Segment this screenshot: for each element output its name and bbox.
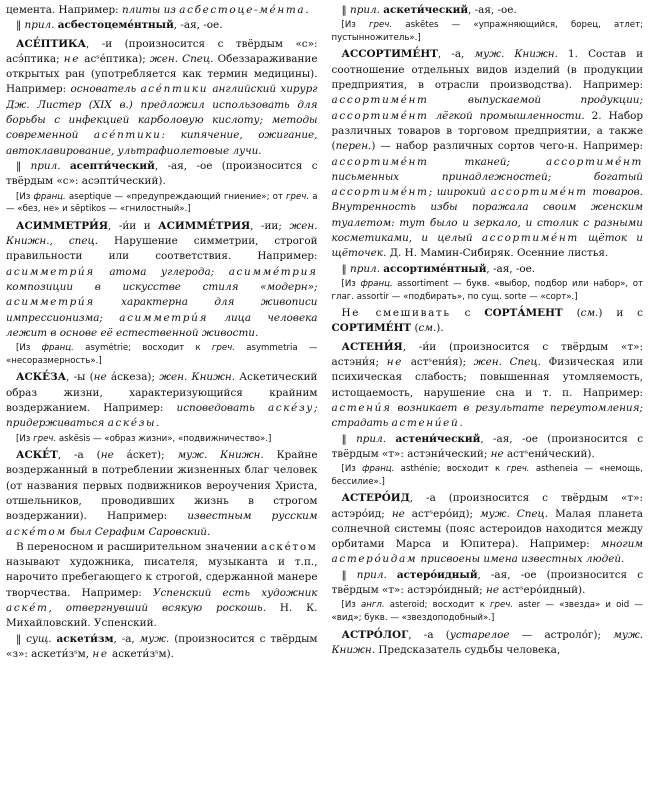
headword: АСИММЕ́ТРИЯ: [158, 219, 251, 232]
text-run: Нарушение симметрии, строгой правильности или соответствия. Например:: [6, 235, 318, 263]
text-run: аскети́зˢм).: [108, 647, 174, 660]
text-run: франц.: [362, 464, 395, 475]
text-run: (произносится с твёрдым «з»: аскети́зˢм,: [6, 632, 318, 660]
text-run: : кипячение, ожигание, автоклавирование, ультрафиолетовые лучи.: [6, 129, 318, 157]
text-run: выпускаемой продукции;: [428, 94, 643, 107]
entry-paragraph: [6, 540, 318, 632]
text-run: , отвергнувший всякую роскошь.: [48, 602, 266, 615]
entry-paragraph: [332, 306, 644, 337]
text-run: 2. Набор различных товаров в торговом предприятии, а также (: [331, 109, 643, 153]
text-run: греч.: [490, 600, 514, 611]
text-run: греч.: [506, 464, 530, 475]
text-run: письменных принадлежностей; богатый: [331, 170, 643, 183]
entry-paragraph: [6, 3, 318, 18]
text-run: ассортиме́нт: [490, 186, 588, 199]
text-run: греч.: [369, 20, 393, 31]
text-run: возникает в результате переутомления; страдать: [331, 401, 643, 430]
etymology-note: [332, 278, 644, 303]
text-run: ; широкий: [428, 186, 491, 199]
text-run: известным русским: [187, 510, 318, 523]
text-run: жен. Книжн., спец.: [6, 219, 318, 248]
text-run: , -а,: [437, 48, 475, 61]
text-run: ассортиме́нт: [331, 94, 429, 107]
entry-paragraph: [332, 262, 644, 277]
text-run: сущ.: [26, 632, 52, 645]
text-run: ) и с: [598, 307, 643, 320]
text-run: Успенский есть художник: [152, 586, 318, 599]
text-run: , -ая, -ое.: [173, 19, 223, 32]
text-run: греч.: [286, 191, 310, 202]
text-run: прил.: [350, 4, 380, 16]
text-run: asthénie; восходит к: [394, 464, 507, 475]
headword: АСЕ́ПТИКА: [16, 37, 86, 50]
text-run: ).: [436, 322, 444, 335]
entry-paragraph: [6, 159, 318, 190]
text-run: В переносном и расширительном значении: [16, 540, 262, 553]
text-run: асимме́трия: [228, 265, 318, 278]
headword: АСКЕ́ЗА: [16, 371, 67, 384]
text-run: аске́том: [261, 540, 318, 553]
text-run: астˢеро́идный).: [498, 584, 586, 597]
text-run: муж. Книжн.: [177, 449, 264, 462]
text-run: ассортиме́нтный: [383, 262, 487, 275]
text-run: [Из: [16, 343, 42, 354]
text-run: , -ии;: [250, 219, 290, 232]
text-run: ассортиме́нт: [331, 186, 429, 199]
text-run: муж. Книжн.: [474, 48, 558, 61]
entry-paragraph: [6, 632, 318, 663]
text-run: СОРТИМЕ́НТ: [331, 322, 412, 335]
text-run: , -ая, -ое.: [486, 262, 536, 275]
text-run: ‖: [341, 262, 350, 275]
text-run: ‖: [16, 19, 25, 32]
headword: АСИММЕТРИ́Я: [16, 219, 108, 232]
text-run: assortiment — букв. «выбор, подбор или набор», от глаг. assortir — «подбирать», по сущ. sorte — «сорт».]: [331, 278, 643, 302]
text-run: , -и́и (произносится с твёрдым «т»: астэни́я;: [331, 340, 643, 369]
text-run: не: [386, 356, 404, 369]
text-run: цемента. Например:: [6, 4, 122, 16]
etymology-note: [332, 599, 644, 624]
text-run: не: [92, 647, 109, 660]
text-run: астеро́идам: [331, 553, 418, 566]
text-run: прил.: [30, 159, 61, 172]
text-run: исповедовать: [176, 401, 268, 414]
text-run: askēsis — «образ жизни», «подвижничество».]: [56, 433, 272, 444]
text-run: [Из: [341, 600, 361, 611]
text-run: Обеззараживание открытых ран (употребляется как термин медицины). Например:: [6, 52, 318, 96]
text-run: [Из: [16, 433, 34, 444]
text-run: ассортиме́нт: [545, 155, 643, 168]
text-run: ; придерживаться: [6, 401, 318, 430]
dictionary-entry: [6, 370, 318, 431]
text-run: основатель: [70, 83, 141, 96]
text-run: муж. Книжн.: [331, 628, 643, 656]
text-run: .: [459, 417, 463, 430]
text-run: ) — набор различных сортов чего-н. Например:: [371, 140, 643, 153]
text-run: муж. Спец.: [480, 507, 549, 520]
text-run: жен. Книжн.: [159, 371, 236, 384]
text-run: плиты из: [121, 4, 180, 16]
text-run: не: [391, 507, 405, 520]
text-run: a — «без, не» и sēptikos — «гнилостный».]: [6, 191, 318, 215]
text-run: ассортиме́нт: [481, 232, 579, 245]
text-run: лёгкой промышленности.: [428, 109, 585, 122]
text-run: присвоены имена известных людей.: [417, 553, 625, 566]
text-run: , -а (: [408, 628, 450, 641]
etymology-note: [6, 433, 318, 446]
text-run: ‖: [16, 632, 27, 645]
text-run: Н. К. Михайловский. Успенский.: [6, 602, 318, 630]
text-run: aster — «звезда» и oid — «вид»; букв. — «звездоподобный».]: [331, 600, 643, 623]
entry-paragraph: [332, 432, 644, 463]
text-run: (: [562, 307, 581, 320]
text-run: жен. Спец.: [473, 356, 541, 369]
text-run: не: [100, 449, 114, 462]
text-run: Малая планета солнечной системы (пояс астероидов находится между орбитами Марса и Юпитера). Например:: [331, 507, 643, 551]
text-run: [61, 160, 70, 172]
text-run: жен. Спец.: [149, 52, 214, 65]
text-run: , -и́и и: [108, 219, 159, 232]
text-run: aseptique — «предупреждающий гниение»; от: [65, 191, 287, 202]
text-run: не: [93, 371, 107, 384]
dictionary-entry: [332, 628, 644, 659]
text-run: асимметри́я: [119, 311, 209, 324]
text-run: [Из: [341, 20, 370, 31]
text-run: Физическая или психическая слабость; повышенная утомляемость, истощаемость, нарушение сна и т. п. Например:: [331, 356, 643, 399]
text-run: с: [450, 307, 485, 320]
text-run: [Из: [341, 464, 363, 475]
dictionary-entry: [332, 340, 644, 432]
text-run: муж.: [139, 632, 170, 645]
text-run: СОРТА́МЕНТ: [484, 307, 563, 320]
text-run: франц.: [360, 278, 393, 289]
text-run: прил.: [356, 568, 387, 581]
text-run: , -ая, -ое (произносится с твёрдым «т»: астэро́идный;: [331, 568, 643, 597]
text-run: астˢени́ческий).: [503, 447, 595, 460]
text-run: многим: [600, 538, 643, 551]
text-run: тканей;: [428, 155, 546, 168]
headword: АСТЕНИ́Я: [341, 340, 403, 353]
text-run: характерна для живописи импрессионизма;: [6, 296, 318, 324]
text-run: асбестоцемéнтный: [57, 19, 174, 32]
text-run: , -ая, -ое.: [468, 4, 517, 16]
text-run: 1. Состав и соотношение отдельных видов изделий (в продукции предприятия, в отрасли производства). Например:: [331, 48, 643, 92]
text-run: Предсказатель судьбы человека,: [375, 643, 561, 656]
text-run: .: [305, 4, 309, 16]
text-run: — астроло́г);: [509, 628, 614, 641]
text-run: франц.: [41, 343, 74, 354]
text-run: Не смешивать: [341, 307, 451, 320]
text-run: , -ы (: [66, 371, 94, 384]
text-run: прил.: [356, 432, 387, 445]
text-run: лица человека лежит в основе её естественной живости.: [6, 311, 318, 339]
dictionary-entry: [6, 219, 318, 341]
text-run: асепти́ческий: [69, 159, 155, 172]
text-run: , -ая, -ое (произносится с твёрдым «т»: астэни́ческий;: [331, 432, 643, 460]
headword: АСТЕРО́ИД: [341, 492, 410, 505]
text-run: не: [485, 584, 499, 597]
text-run: ‖: [341, 568, 357, 581]
text-run: аскети́зм: [56, 632, 114, 645]
headword: АСТРО́ЛОГ: [341, 628, 409, 641]
entry-paragraph: [332, 3, 644, 18]
text-run: астени́я: [331, 401, 392, 414]
text-run: ‖: [341, 432, 357, 445]
text-run: атома углерода;: [94, 265, 229, 278]
text-run: [387, 569, 397, 581]
text-run: композиции в искусстве стиля «модерн»;: [6, 280, 318, 293]
text-run: аске́зу: [267, 401, 314, 414]
etymology-note: [332, 19, 644, 44]
text-run: английский хирург Дж. Листер (XIX в.) предложил использовать для борьбы с инфекцией карболовую кислоту; методы современной: [6, 83, 318, 142]
text-run: askētes — «упражняющийся, борец, атлет; пустынножитель».]: [331, 20, 643, 43]
text-run: а́скеза);: [106, 371, 160, 384]
text-run: греч.: [33, 433, 57, 444]
text-run: астени́ческий: [395, 432, 481, 445]
text-run: , -а (: [57, 449, 101, 462]
headword: АСКЕ́Т: [16, 449, 58, 462]
text-run: мéнта: [259, 4, 306, 16]
text-run: asymétrie; восходит к: [73, 343, 212, 354]
text-run: не: [490, 447, 504, 460]
dictionary-entry: [332, 47, 644, 261]
text-run: называют художника, писателя, музыканта и т.п., нарочито пребегающего к строгой, сдержанной манере творчества. Например:: [6, 556, 318, 599]
text-run: был Серафим Саровский.: [66, 525, 211, 538]
text-run: .: [156, 417, 160, 430]
text-run: не: [63, 52, 81, 65]
text-run: астˢени́я);: [403, 356, 474, 369]
text-run: франц.: [33, 191, 66, 202]
text-run: ассортиме́нт: [331, 109, 429, 122]
text-run: асе́птики: [140, 83, 209, 96]
text-run: астˢеро́ид);: [404, 507, 480, 520]
text-run: щёток и щёточек.: [331, 232, 643, 260]
text-run: греч.: [211, 343, 235, 354]
text-run: асе́птики: [93, 129, 162, 142]
right-column: [332, 3, 644, 800]
text-run: , -а,: [113, 632, 140, 645]
text-run: Аскетический образ жизни, характеризующийся крайним воздержанием. Например:: [6, 371, 318, 414]
text-run: прил.: [350, 262, 380, 275]
text-run: аске́том: [6, 525, 67, 538]
text-run: асимметри́я: [6, 265, 95, 278]
dictionary-entry: [6, 448, 318, 540]
text-run: товаров. Внутренность избы поражала своим женским туалетом: тут было и зеркало, и столик с разными косметиками, и целый: [331, 186, 643, 245]
text-run: [Из: [16, 191, 34, 202]
left-column: [6, 3, 318, 800]
text-run: см.: [580, 307, 599, 320]
headword: АССОРТИМЕ́НТ: [341, 48, 438, 61]
entry-paragraph: [6, 18, 318, 33]
text-run: ‖: [341, 4, 350, 16]
text-run: , -ая, -ое (произносится с твёрдым «с»: асэпти́ческий).: [6, 159, 318, 188]
text-run: Д. Н. Мамин-Сибиряк. Осенние листья.: [386, 247, 609, 260]
text-run: asymmetria — «несоразмерность».]: [6, 343, 318, 366]
dictionary-entry: [332, 491, 644, 567]
text-run: ‖: [16, 159, 31, 172]
text-run: , -а (произносится с твёрдым «т»: астэро́ид;: [331, 492, 643, 520]
text-run: asteroid; восходит к: [384, 600, 491, 611]
text-run: аскети́ческий: [383, 4, 469, 16]
text-run: ассортиме́нт: [331, 155, 429, 168]
etymology-note: [6, 191, 318, 216]
text-run: см.: [418, 322, 437, 335]
text-run: а́скет);: [113, 449, 178, 462]
text-run: асимметри́я: [6, 296, 95, 309]
dictionary-entry: [6, 37, 318, 159]
text-run: астени́ей: [391, 417, 460, 430]
text-run: , -и (произносится с твёрдым «с»: асэ́птика;: [6, 37, 318, 65]
text-run: astheneia — «немощь, бессилие».]: [331, 464, 643, 487]
etymology-note: [332, 463, 644, 488]
text-run: асбестоце-: [179, 4, 260, 16]
text-run: устарелое: [449, 628, 510, 641]
text-run: англ.: [361, 600, 385, 611]
text-run: аске́зы: [107, 417, 157, 430]
text-run: астеро́идный: [396, 568, 478, 581]
text-run: [Из: [341, 278, 361, 289]
text-run: Крайне воздержанный в потреблении жизненных благ человек (от названия первых подвижников вероучения Христа, отшельников, проводивших жизнь в строгом воздержании). Например:: [6, 449, 318, 523]
text-run: перен.: [335, 140, 372, 153]
entry-paragraph: [332, 568, 644, 599]
text-run: прил.: [24, 19, 55, 32]
etymology-note: [6, 342, 318, 367]
text-run: (: [411, 322, 419, 335]
text-run: асˢе́птика);: [80, 52, 150, 65]
text-run: аске́т: [6, 602, 49, 615]
